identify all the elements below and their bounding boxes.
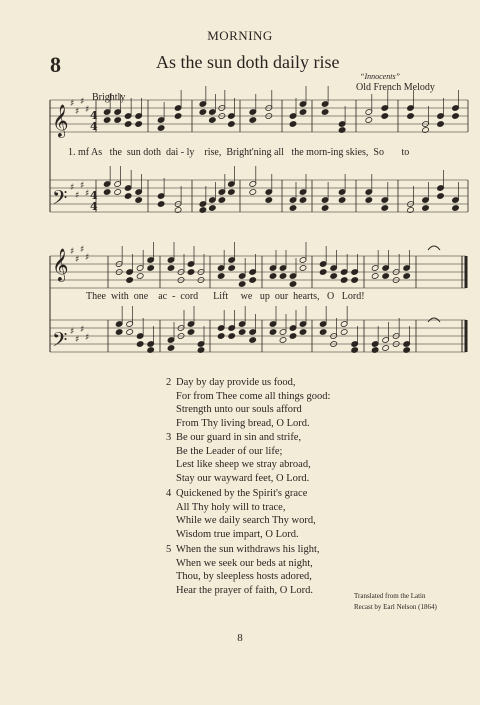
note-head <box>126 277 134 284</box>
note-head <box>174 207 182 214</box>
note-head <box>228 121 236 128</box>
key-signature <box>70 97 89 345</box>
svg-text:♯: ♯ <box>85 189 90 199</box>
note-head <box>249 277 257 284</box>
stanza-line: Be our guard in sin and strife, <box>176 432 302 443</box>
note-head <box>187 269 195 276</box>
note-head <box>289 281 297 288</box>
svg-text:4: 4 <box>90 200 98 213</box>
note-head <box>217 273 225 280</box>
svg-text:♯: ♯ <box>75 191 80 201</box>
svg-text:4: 4 <box>90 109 98 122</box>
note-head <box>321 205 329 212</box>
stanza <box>166 543 319 597</box>
note-head <box>147 347 155 354</box>
note-head <box>249 337 257 344</box>
stanza-line: Strength unto our souls afford <box>176 404 302 415</box>
stanza-line: When we seek our beds at night, <box>176 557 313 569</box>
note-head <box>269 329 277 336</box>
note-head <box>299 109 307 116</box>
note-head <box>407 113 415 120</box>
note-head <box>228 333 236 340</box>
stanza-line: Quickened by the Spirit's grace <box>176 488 308 499</box>
note-head <box>351 277 359 284</box>
note-head <box>228 265 236 272</box>
note-head <box>289 121 297 128</box>
section-heading: MORNING <box>207 28 273 43</box>
note-head <box>381 113 389 120</box>
note-head <box>321 109 329 116</box>
svg-text:4: 4 <box>90 120 98 133</box>
note-head <box>217 333 225 340</box>
note-head <box>371 347 379 354</box>
svg-text:♯: ♯ <box>80 325 85 335</box>
note-head <box>228 189 236 196</box>
time-signature <box>90 109 98 213</box>
note-head <box>437 121 445 128</box>
translation-credit: Translated from the Latin <box>354 592 426 600</box>
stanza-line: Be the Leader of our life; <box>176 445 283 457</box>
note-head <box>167 345 175 352</box>
recast-credit: Recast by Earl Nelson (1864) <box>354 603 437 611</box>
stanza-number: 4 <box>166 488 172 499</box>
note-head <box>209 117 217 124</box>
note-head <box>452 113 460 120</box>
svg-text:♯: ♯ <box>80 97 85 107</box>
svg-text:♯: ♯ <box>70 247 75 257</box>
note-head <box>422 127 430 134</box>
note-head <box>124 121 132 128</box>
note-head <box>365 197 373 204</box>
stanza-line: Lest like sheep we stray abroad, <box>176 459 311 470</box>
lyric-line-2: Thee with one ac - cord Lift we up our hearts, O Lord! <box>86 291 365 302</box>
note-head <box>403 273 411 280</box>
note-head <box>407 207 415 214</box>
stanza-line: Thou, by sleepless hosts adored, <box>176 571 312 582</box>
stanza <box>166 431 311 485</box>
note-head <box>269 273 277 280</box>
stanza <box>166 487 316 541</box>
note-head <box>319 329 327 336</box>
note-head <box>135 121 143 128</box>
note-head <box>124 193 132 200</box>
note-head <box>365 117 373 124</box>
note-head <box>103 117 111 124</box>
svg-text:𝄢: 𝄢 <box>52 328 68 356</box>
note-head <box>381 205 389 212</box>
note-head <box>299 329 307 336</box>
final-barline <box>462 256 466 352</box>
note-head <box>340 329 348 336</box>
svg-text:𝄞: 𝄞 <box>52 104 69 137</box>
stanza-line: Wisdom true impart, O Lord. <box>176 528 299 540</box>
note-head <box>174 113 182 120</box>
stanza-line: All Thy holy will to trace, <box>176 501 286 513</box>
note-head <box>422 205 430 212</box>
note-head <box>299 265 307 272</box>
note-head <box>187 329 195 336</box>
note-head <box>103 189 111 196</box>
note-head <box>167 265 175 272</box>
note-head <box>199 207 207 214</box>
note-head <box>289 205 297 212</box>
staff-lines <box>50 100 468 352</box>
note-head <box>279 273 287 280</box>
svg-text:♯: ♯ <box>70 183 75 193</box>
note-head <box>437 193 445 200</box>
note-head <box>265 197 273 204</box>
tune-name: “Innocents” <box>360 72 400 81</box>
note-head <box>209 205 217 212</box>
stanza-number: 5 <box>166 544 172 555</box>
svg-text:𝄢: 𝄢 <box>52 186 68 214</box>
note-head <box>338 127 346 134</box>
note-head <box>403 347 411 354</box>
note-head <box>136 341 144 348</box>
note-head <box>114 189 122 196</box>
stanza-line: For from Thee come all things good: <box>176 390 331 402</box>
note-head <box>238 329 246 336</box>
notes <box>103 86 459 353</box>
note-head <box>126 329 134 336</box>
note-head <box>279 337 287 344</box>
stanza-line: Hear the prayer of faith, O Lord. <box>176 584 314 596</box>
svg-text:♯: ♯ <box>75 255 80 265</box>
stanza <box>166 376 330 430</box>
note-head <box>452 205 460 212</box>
stanza-number: 3 <box>166 432 172 443</box>
note-head <box>197 347 205 354</box>
stanza-line: From Thy living bread, O Lord. <box>176 417 310 429</box>
note-head <box>382 345 390 352</box>
stanza-line: Day by day provide us food, <box>176 377 296 388</box>
svg-text:♯: ♯ <box>80 245 85 255</box>
note-head <box>147 265 155 272</box>
note-head <box>249 189 257 196</box>
svg-text:♯: ♯ <box>85 333 90 343</box>
hymn-title: As the sun doth daily rise <box>156 52 340 72</box>
fermata-icon <box>428 246 440 322</box>
note-head <box>157 125 165 132</box>
tempo-marking: Brightly <box>92 92 126 103</box>
svg-text:♯: ♯ <box>70 327 75 337</box>
stanza-line: Stay our wayward feet, O Lord. <box>176 472 310 484</box>
note-head <box>238 281 246 288</box>
note-head <box>299 197 307 204</box>
note-head <box>289 333 297 340</box>
note-head <box>382 273 390 280</box>
note-head <box>338 197 346 204</box>
svg-text:♯: ♯ <box>85 105 90 115</box>
note-head <box>330 273 338 280</box>
svg-text:♯: ♯ <box>85 253 90 263</box>
note-head <box>136 273 144 280</box>
note-head <box>135 197 143 204</box>
svg-text:4: 4 <box>90 189 98 202</box>
svg-text:𝄞: 𝄞 <box>52 248 69 281</box>
note-head <box>199 109 207 116</box>
hymn-number: 8 <box>50 52 61 77</box>
note-head <box>218 197 226 204</box>
svg-text:♯: ♯ <box>75 107 80 117</box>
stanza-line: While we daily search Thy word, <box>176 515 316 526</box>
tune-source: Old French Melody <box>356 82 435 93</box>
note-head <box>319 269 327 276</box>
note-head <box>114 117 122 124</box>
note-head <box>115 329 123 336</box>
stanza-number: 2 <box>166 377 172 388</box>
svg-text:♯: ♯ <box>75 335 80 345</box>
svg-text:♯: ♯ <box>70 99 75 109</box>
page-number: 8 <box>237 632 243 644</box>
note-head <box>157 201 165 208</box>
lyric-line-1: 1. mf As the sun doth dai - ly rise, Bright'ning all the morn-ing skies, So to <box>68 147 410 158</box>
stanza-line: When the sun withdraws his light, <box>176 544 320 555</box>
note-head <box>249 117 257 124</box>
note-head <box>351 347 359 354</box>
note-head <box>371 273 379 280</box>
svg-text:♯: ♯ <box>80 181 85 191</box>
note-head <box>340 277 348 284</box>
